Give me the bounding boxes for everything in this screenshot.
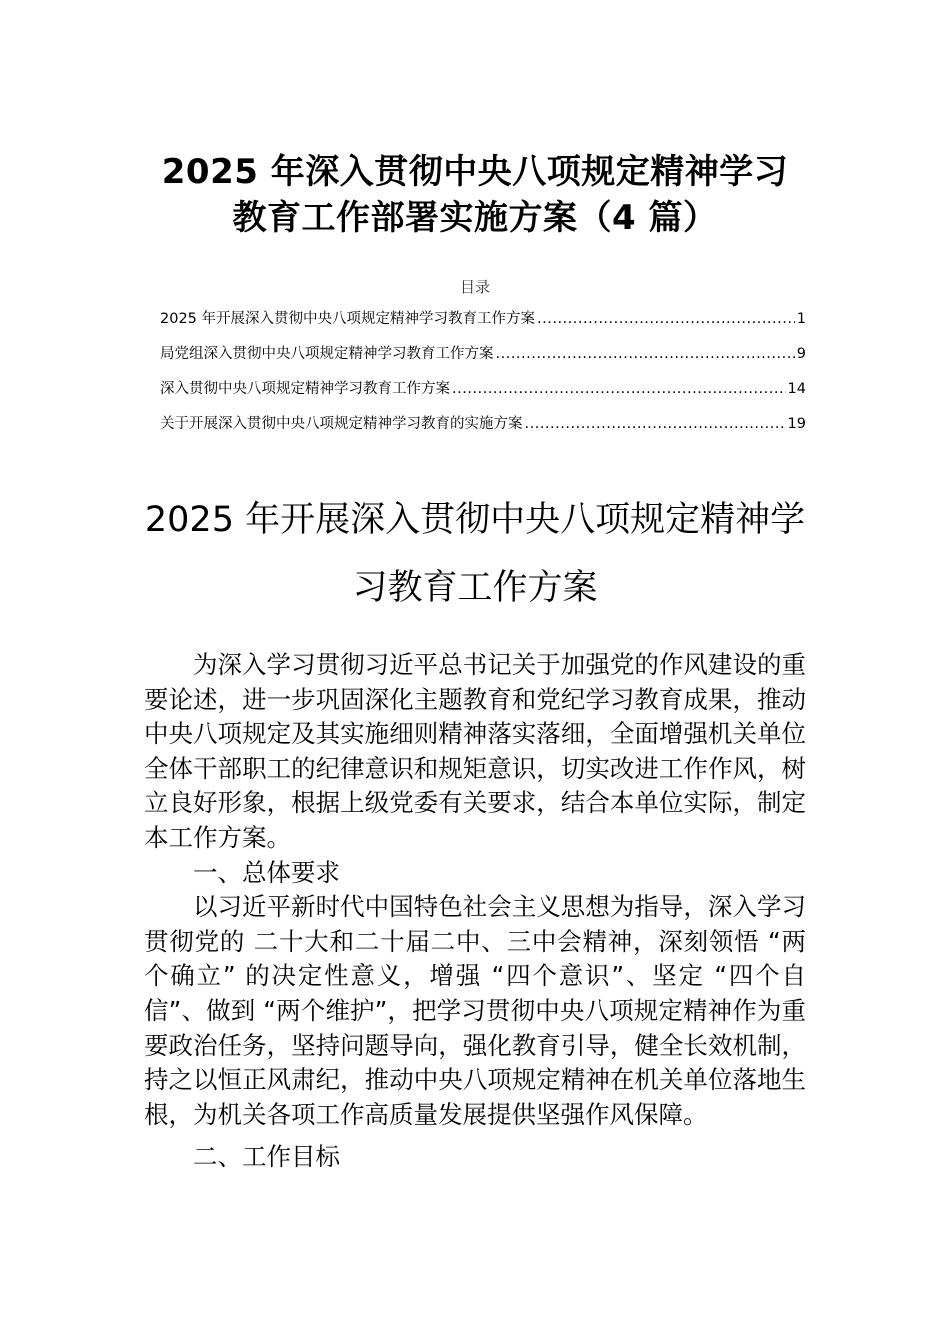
- toc-page-number: 9: [796, 346, 806, 362]
- general-requirements-paragraph: 以习近平新时代中国特色社会主义思想为指导，深入学习贯彻党的 二十大和二十届二中、三中会精神，深刻领悟 “两个确立” 的决定性意义，增强 “四个意识”、坚定 “四个自信”、做到 “两个维护”，把学习贯彻中央八项规定精神作为重要政治任务，坚持问题导向，强化教育引导，健全长效机制，持之以恒正风肃纪，推动中央八项规定精神在机关单位落地生根，为机关各项工作高质量发展提供坚强作风保障。: [144, 892, 806, 1129]
- document-title-line2: 教育工作部署实施方案（4 篇）: [232, 198, 718, 238]
- toc-heading: 目录: [459, 278, 490, 296]
- toc-item[interactable]: [160, 342, 806, 377]
- toc-dot-leader: [525, 416, 786, 432]
- toc-page-number: 1: [796, 311, 806, 327]
- toc-dot-leader: [452, 381, 786, 397]
- heading-work-goals: 二、工作目标: [193, 1142, 340, 1172]
- intro-paragraph: 为深入学习贯彻习近平总书记关于加强党的作风建设的重要论述，进一步巩固深化主题教育和党纪学习教育成果，推动中央八项规定及其实施细则精神落实落细，全面增强机关单位全体干部职工的纪律意识和规矩意识，切实改进工作作风，树立良好形象，根据上级党委有关要求，结合本单位实际，制定本工作方案。: [144, 650, 806, 852]
- toc-dot-leader: [496, 346, 795, 362]
- section-title-line1: 2025 年开展深入贯彻中央八项规定精神学: [144, 500, 806, 540]
- toc-item[interactable]: [160, 307, 806, 342]
- toc-page-number: 14: [787, 381, 806, 397]
- document-title-line1: 2025 年深入贯彻中央八项规定精神学习: [161, 152, 789, 192]
- toc-dot-leader: [537, 311, 795, 327]
- body-text: [144, 648, 806, 1175]
- heading-general-requirements: 一、总体要求: [193, 857, 340, 887]
- toc-item-text: 局党组深入贯彻中央八项规定精神学习教育工作方案: [160, 346, 494, 362]
- toc-item-text: 2025 年开展深入贯彻中央八项规定精神学习教育工作方案: [160, 311, 536, 327]
- section-title-line2: 习教育工作方案: [352, 568, 598, 608]
- toc-item-text: 深入贯彻中央八项规定精神学习教育工作方案: [160, 381, 450, 397]
- toc-page-number: 19: [787, 416, 806, 432]
- table-of-contents: [160, 307, 806, 447]
- toc-item[interactable]: [160, 377, 806, 412]
- toc-item[interactable]: [160, 412, 806, 447]
- toc-item-text: 关于开展深入贯彻中央八项规定精神学习教育的实施方案: [160, 416, 523, 432]
